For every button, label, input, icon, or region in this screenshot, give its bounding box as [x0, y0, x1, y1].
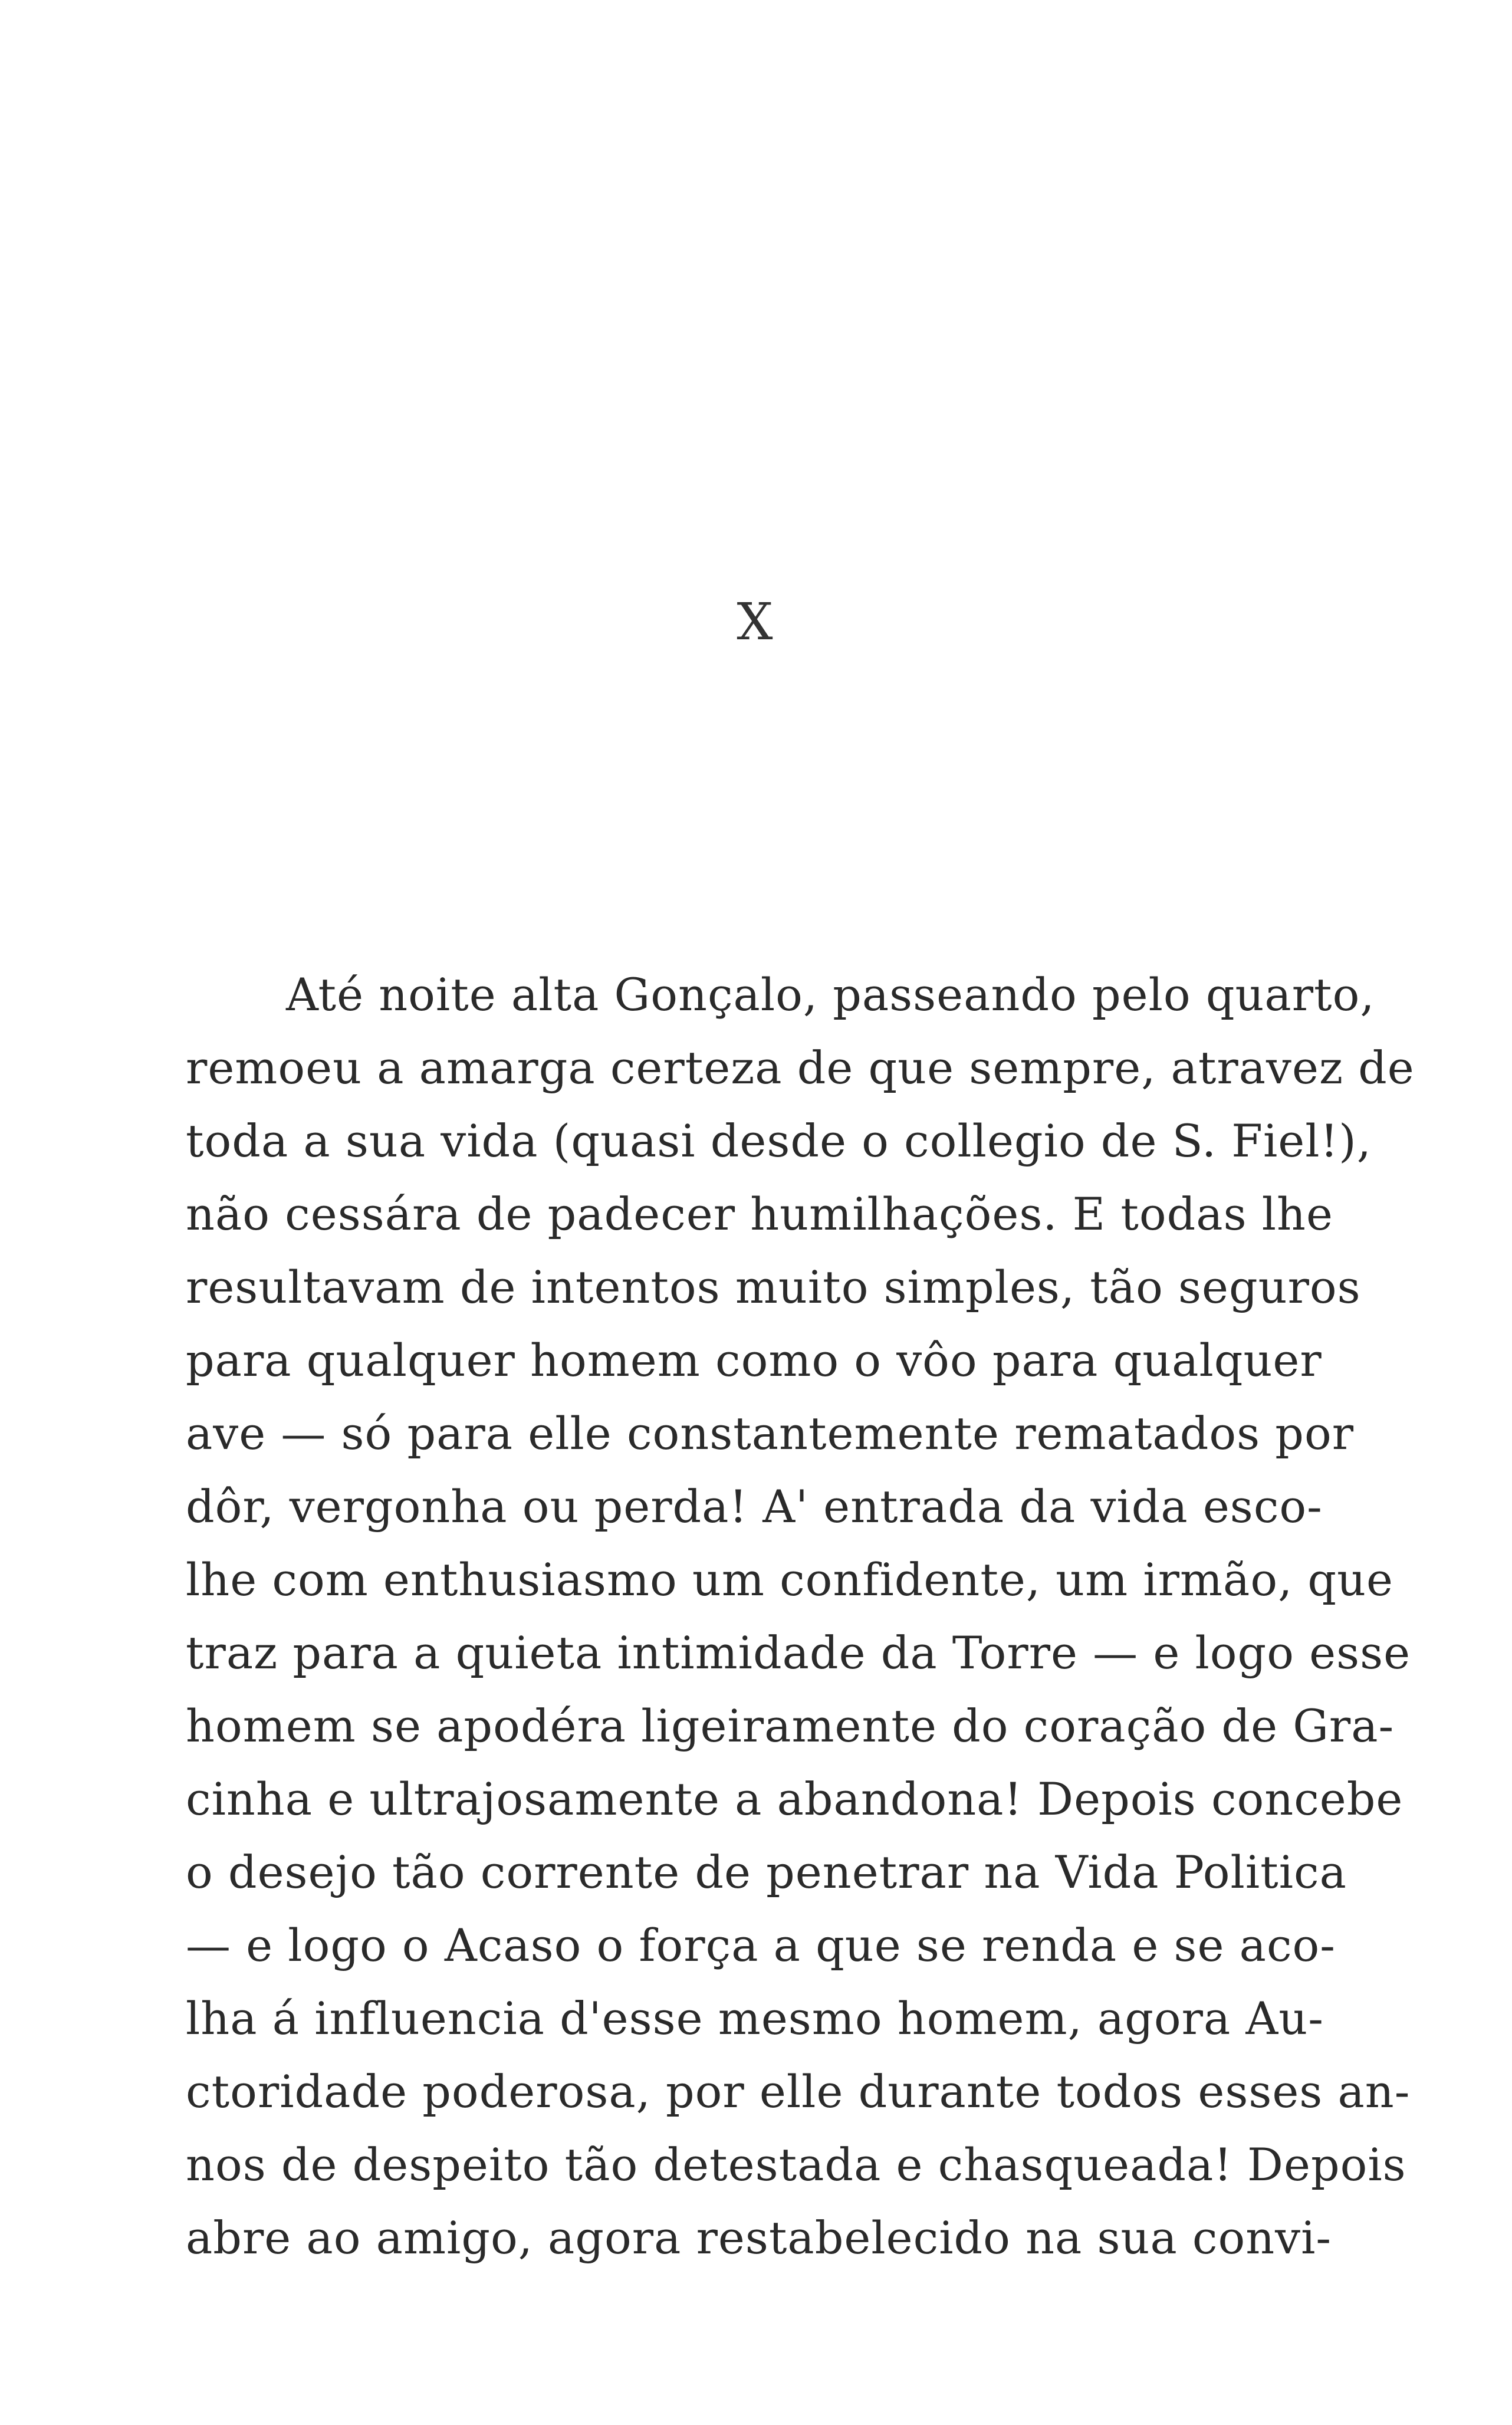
paragraph-line: — e logo o Acaso o força a que se renda e se aco-	[186, 1919, 1336, 1971]
paragraph-line: nos de despeito tão detestada e chasqueada! Depois	[186, 2138, 1406, 2191]
paragraph-line: remoeu a amarga certeza de que sempre, atravez de	[186, 1041, 1415, 1094]
paragraph-line: lhe com enthusiasmo um confidente, um irmão, que	[186, 1553, 1394, 1606]
chapter-heading: X	[737, 593, 775, 652]
paragraph-line: para qualquer homem como o vôo para qualquer	[186, 1334, 1322, 1386]
paragraph-line: o desejo tão corrente de penetrar na Vida Politica	[186, 1846, 1347, 1898]
paragraph-line: cinha e ultrajosamente a abandona! Depois concebe	[186, 1773, 1403, 1825]
paragraph-line: traz para a quieta intimidade da Torre — e logo esse	[186, 1626, 1411, 1679]
paragraph-line: abre ao amigo, agora restabelecido na sua convi-	[186, 2212, 1332, 2264]
paragraph-line: homem se apodéra ligeiramente do coração de Gra-	[186, 1700, 1395, 1752]
paragraph-line: ctoridade poderosa, por elle durante todos esses an-	[186, 2065, 1411, 2118]
paragraph-line: lha á influencia d'esse mesmo homem, agora Au-	[186, 1992, 1324, 2045]
paragraph-line: não cessára de padecer humilhações. E todas lhe	[186, 1188, 1333, 1240]
paragraph-line: Até noite alta Gonçalo, passeando pelo quarto,	[286, 968, 1375, 1021]
paragraph	[186, 958, 1415, 2275]
paragraph-line: toda a sua vida (quasi desde o collegio de S. Fiel!),	[186, 1115, 1372, 1167]
paragraph-line: resultavam de intentos muito simples, tão seguros	[186, 1261, 1361, 1313]
paragraph-line: dôr, vergonha ou perda! A' entrada da vida esco-	[186, 1480, 1323, 1533]
paragraph-line: ave — só para elle constantemente rematados por	[186, 1407, 1355, 1460]
